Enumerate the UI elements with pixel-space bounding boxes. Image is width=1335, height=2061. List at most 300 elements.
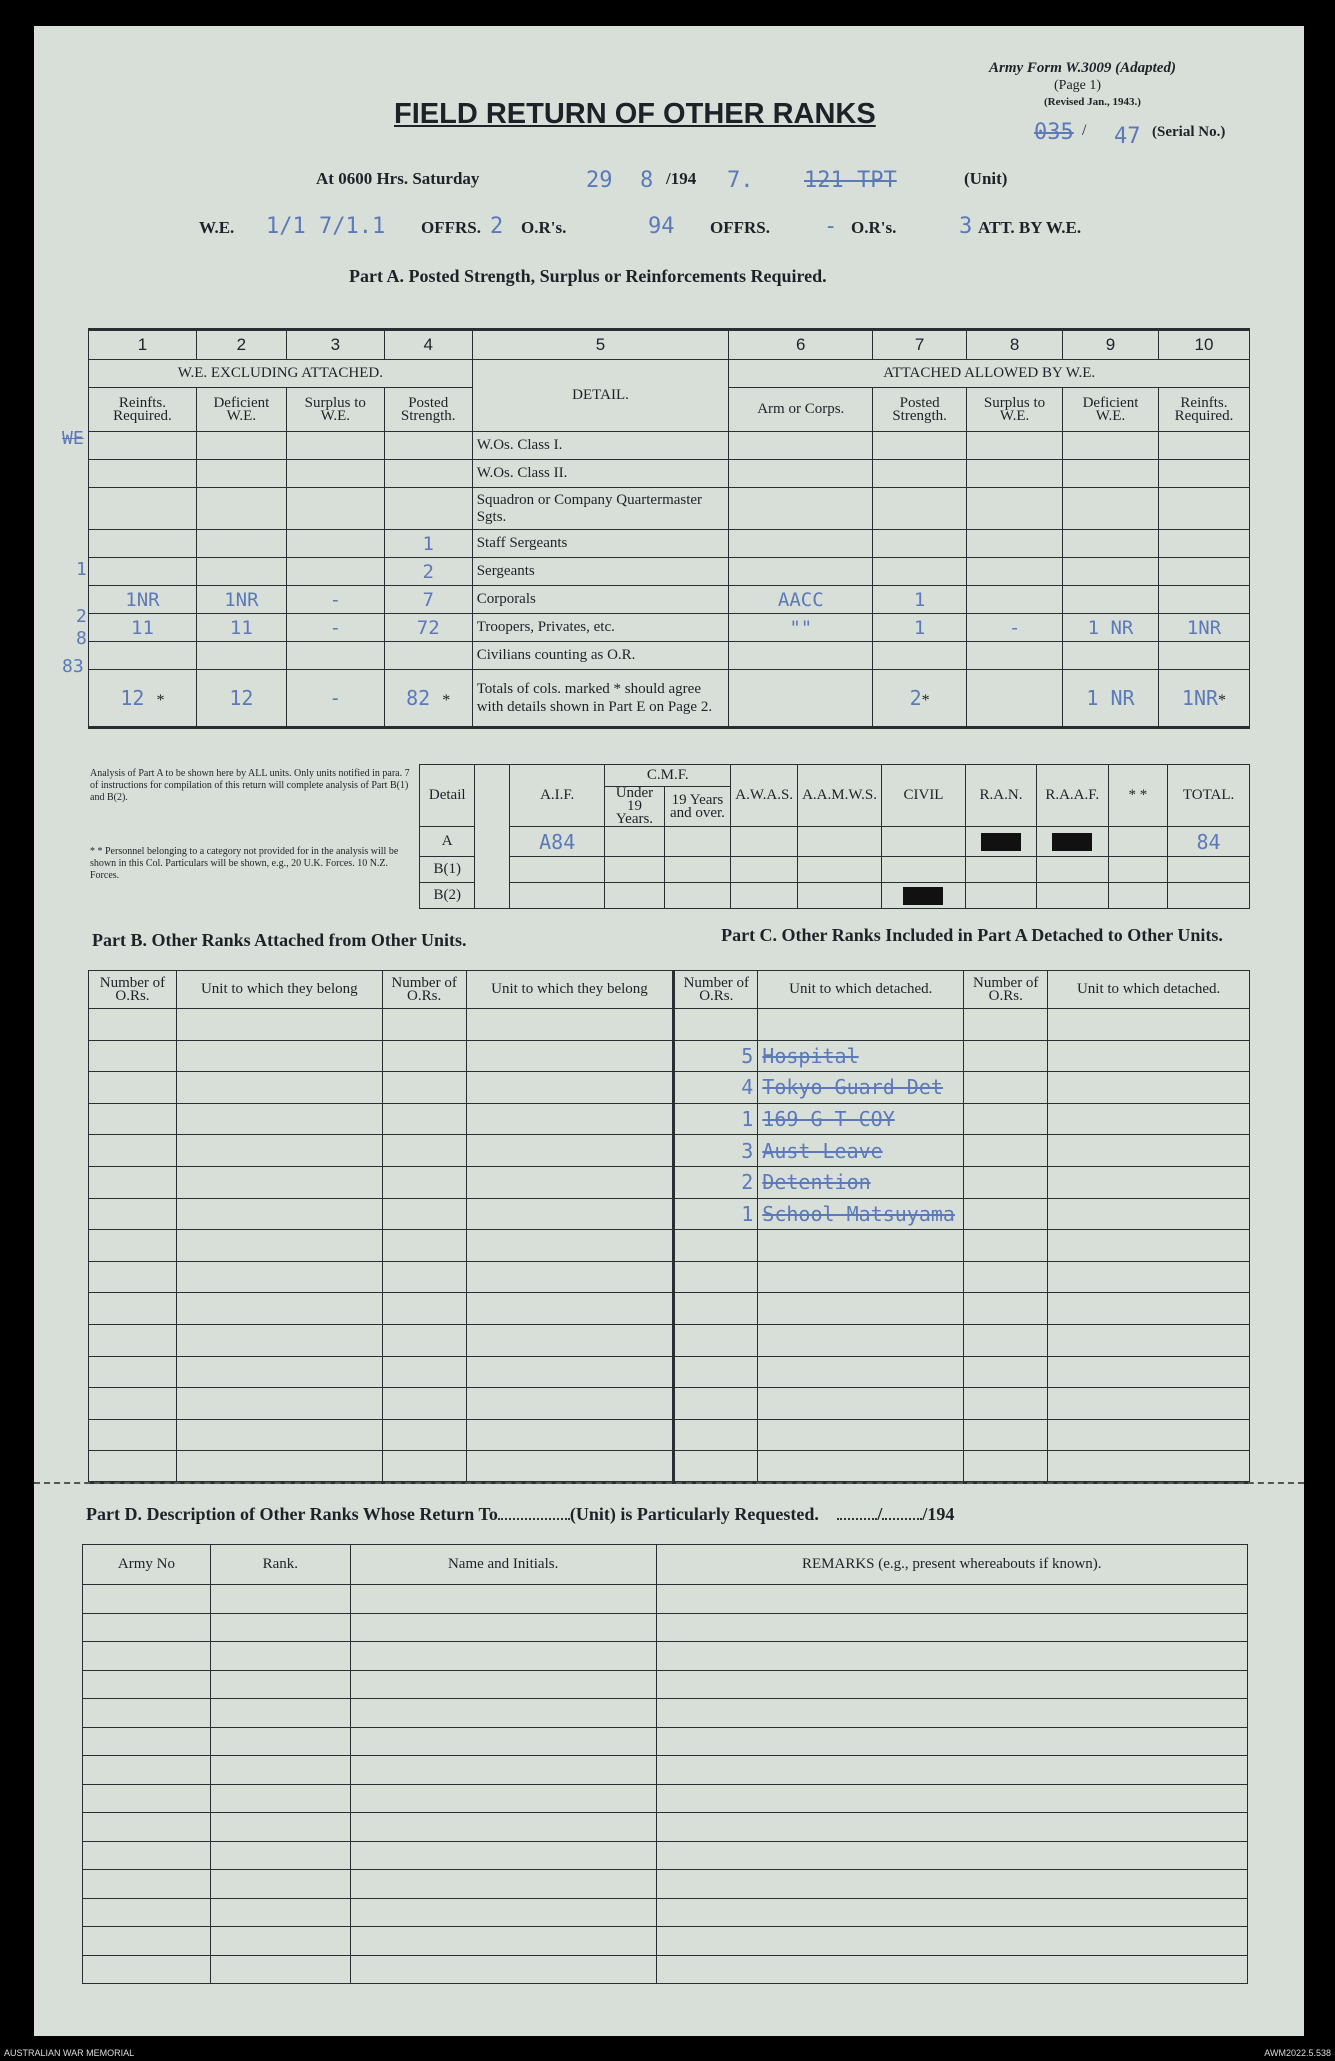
total-reinfts: 12 * xyxy=(89,670,197,728)
part-b-cell xyxy=(176,1009,382,1041)
att-reinfts-cell xyxy=(1158,530,1249,558)
part-c-cell xyxy=(674,1451,758,1483)
serial-label: (Serial No.) xyxy=(1152,124,1226,140)
part-b-num-header: Number of O.Rs. xyxy=(382,971,466,1009)
part-d-cell xyxy=(350,1727,656,1756)
part-d-cell xyxy=(656,1585,1247,1614)
part-b-cell xyxy=(89,1419,177,1451)
detached-count: 2 xyxy=(674,1166,758,1198)
part-b-cell xyxy=(176,1072,382,1104)
part-d-cell xyxy=(656,1756,1247,1785)
name-header: Name and Initials. xyxy=(350,1545,656,1585)
ran-a-redacted xyxy=(966,827,1037,857)
remarks-header: REMARKS (e.g., present whereabouts if known). xyxy=(656,1545,1247,1585)
part-d-cell xyxy=(656,1927,1247,1956)
civil-header: CIVIL xyxy=(881,765,965,827)
form-sheet: Army Form W.3009 (Adapted) (Page 1) (Revised Jan., 1943.) FIELD RETURN OF OTHER RANKS 035 / 47 (Serial No.) At 0600 Hrs. Saturday 29 8 /194 7. 121 TPT (Unit) W.E. 1/1 7/1.1 OFFRS. 2 O.R's. 94 OFFRS. - O.R's. 3 ATT. BY W.E. Part A. Posted Strength, Surplus or Reinforcements Required. 1 2 3 4 5 6 7 8 9 10 W.E. EXCLUDING ATTACHED. DETAIL. ATTACHED ALLOWED BY W.E. Reinfts. Required. Deficient W.E. Surplus to W.E. Posted Strength. Arm or Corps. Posted Strength. Surplus to W.E. Deficient W.E. Reinfts. Required. W.Os. Class I. W.Os. Class II. Squadron or Company Quartermaster Sgts. 1 Staff Sergeants 2 Sergeants 1NR 1NR - 7 Corporals AACC 1 11 11 - 72 Troopers, Privates, etc. "" 1 - 1 NR 1NR Civilians counting as O.R. 12 * 12 - 82 * Totals of cols. marked * should agree with details shown in Part E on Page 2. 2* 1 NR 1NR* WE 1 2 8 83 Analysis of Part A to be shown here by ALL units. Only units notified in para. 7 of instructions for compilation of this return will complete analysis of Part B(1) and B(2). * * Personnel belonging to a category not provided for in the analysis will be shown in this Col. Particulars will be shown, e.g., 20 U.K. Forces. 10 N.Z. Forces. Detail A.I.F. C.M.F. A.W.A.S. A.A.M.W.S. CIVIL R.A.N. R.A.A.F. * * TOTAL. Under 19 Years. 19 Years and over. A A84 84 B(1) B(2) Part B. Other Ranks Attached from Other Units. Part C. Other Ranks Included in Part A Detached to Other Units. Number of O.Rs. Unit to which they belong Number of O.Rs. Unit to which they belong Number of O.Rs. Unit to which detached. Number of O.Rs. Unit to which detached. 5 Hospital 4 Tokyo Guard Det 1 169 G T COY 3 Aust Leave 2 Detention 1 School Matsuyama Part D. Description of Other Ranks Whose Return To (Unit) is Particularly Requested. / /194 Army No Rank. Name and Initials. REMARKS (e.g., present whereabouts if known). xyxy=(34,26,1304,2036)
part-d-cell xyxy=(350,1642,656,1671)
part-b-cell xyxy=(89,1388,177,1420)
att-posted-cell xyxy=(873,460,967,488)
part-d-cell xyxy=(83,1927,211,1956)
part-d-cell xyxy=(350,1813,656,1842)
part-d-cell xyxy=(210,1870,350,1899)
part-b-cell xyxy=(466,1009,674,1041)
part-b-cell xyxy=(382,1166,466,1198)
part-c-cell xyxy=(758,1293,964,1325)
part-b-cell xyxy=(89,1166,177,1198)
part-c-cell xyxy=(1048,1072,1250,1104)
att-posted-header: Posted Strength. xyxy=(873,388,967,432)
date-year-prefix: /194 xyxy=(666,169,697,188)
part-b-unit-header: Unit to which they belong xyxy=(466,971,674,1009)
att-offrs-value: - xyxy=(824,214,838,239)
col-number: 1 xyxy=(89,330,197,360)
part-c-cell xyxy=(1048,1388,1250,1420)
total-posted: 82 * xyxy=(384,670,472,728)
detached-unit: Aust Leave xyxy=(758,1135,964,1167)
part-d-cell xyxy=(350,1841,656,1870)
arm-corps-cell xyxy=(729,530,873,558)
date-day: 29 xyxy=(586,168,613,193)
detached-unit: 169 G T COY xyxy=(758,1103,964,1135)
att-surplus-cell xyxy=(967,530,1063,558)
part-d-cell xyxy=(83,1870,211,1899)
deficient-cell: 11 xyxy=(196,614,286,642)
part-b-cell xyxy=(89,1261,177,1293)
total-deficient: 12 xyxy=(196,670,286,728)
part-d-cell xyxy=(83,1670,211,1699)
analysis-note-2: * * Personnel belonging to a category not provided for in the analysis will be shown in this Col. Particulars will be shown, e.g., 20 U.K. Forces. 10 N.Z. Forces. xyxy=(90,846,399,881)
part-b-cell xyxy=(382,1419,466,1451)
part-a-table xyxy=(88,328,1250,729)
part-d-cell xyxy=(210,1898,350,1927)
part-b-cell xyxy=(89,1230,177,1262)
att-deficient-cell xyxy=(1063,586,1159,614)
part-d-cell xyxy=(210,1813,350,1842)
part-b-cell xyxy=(466,1103,674,1135)
detached-unit: School Matsuyama xyxy=(758,1198,964,1230)
cmf-header: C.M.F. xyxy=(605,765,731,787)
deficient-cell xyxy=(196,642,286,670)
part-b-cell xyxy=(176,1293,382,1325)
part-c-cell xyxy=(1048,1198,1250,1230)
col-number: 2 xyxy=(196,330,286,360)
posted-header: Posted Strength. xyxy=(384,388,472,432)
part-b-cell xyxy=(466,1356,674,1388)
arm-corps-cell xyxy=(729,432,873,460)
part-c-cell xyxy=(964,1324,1048,1356)
totals-detail: Totals of cols. marked * should agree with details shown in Part E on Page 2. xyxy=(472,670,729,728)
surplus-cell xyxy=(286,530,384,558)
part-b-cell xyxy=(466,1388,674,1420)
group-header-left: W.E. EXCLUDING ATTACHED. xyxy=(89,360,473,388)
part-d-cell xyxy=(350,1613,656,1642)
part-c-cell xyxy=(674,1388,758,1420)
posted-cell: 7 xyxy=(384,586,472,614)
margin-note: 2 xyxy=(76,606,87,627)
part-c-cell xyxy=(758,1261,964,1293)
detached-unit: Detention xyxy=(758,1166,964,1198)
att-posted-cell xyxy=(873,530,967,558)
part-b-cell xyxy=(176,1135,382,1167)
part-b-cell xyxy=(89,1356,177,1388)
part-d-cell xyxy=(83,1699,211,1728)
part-d-cell xyxy=(210,1927,350,1956)
part-b-cell xyxy=(176,1103,382,1135)
part-c-cell xyxy=(1048,1293,1250,1325)
deficient-cell xyxy=(196,558,286,586)
part-c-cell xyxy=(674,1230,758,1262)
part-b-cell xyxy=(176,1451,382,1483)
part-d-cell xyxy=(210,1756,350,1785)
analysis-detail-header: Detail xyxy=(420,765,475,827)
part-d-cell xyxy=(656,1784,1247,1813)
arm-corps-cell: AACC xyxy=(729,586,873,614)
col-number: 6 xyxy=(729,330,873,360)
att-deficient-cell xyxy=(1063,488,1159,530)
posted-cell xyxy=(384,642,472,670)
detail-cell: Squadron or Company Quartermaster Sgts. xyxy=(472,488,729,530)
part-c-cell xyxy=(758,1009,964,1041)
att-offrs-label: OFFRS. xyxy=(710,218,770,237)
analysis-row-b1: B(1) xyxy=(420,857,475,883)
part-d-cell xyxy=(350,1927,656,1956)
att-posted-cell xyxy=(873,488,967,530)
att-reinfts-cell xyxy=(1158,432,1249,460)
part-c-cell xyxy=(1048,1419,1250,1451)
part-c-cell xyxy=(964,1230,1048,1262)
att-deficient-cell xyxy=(1063,460,1159,488)
date-month: 8 xyxy=(640,168,654,193)
detached-count: 5 xyxy=(674,1040,758,1072)
detail-cell: W.Os. Class II. xyxy=(472,460,729,488)
part-d-cell xyxy=(210,1585,350,1614)
ors-value: 94 xyxy=(648,214,675,239)
part-d-cell xyxy=(210,1699,350,1728)
part-d-cell xyxy=(83,1813,211,1842)
part-d-cell xyxy=(656,1955,1247,1984)
part-c-cell xyxy=(1048,1166,1250,1198)
part-b-cell xyxy=(382,1451,466,1483)
group-header-right: ATTACHED ALLOWED BY W.E. xyxy=(729,360,1250,388)
att-deficient-cell xyxy=(1063,558,1159,586)
form-id: Army Form W.3009 (Adapted) xyxy=(989,60,1176,76)
att-posted-cell xyxy=(873,558,967,586)
part-b-cell xyxy=(382,1324,466,1356)
part-b-title: Part B. Other Ranks Attached from Other Units. xyxy=(92,930,467,950)
analysis-note: Analysis of Part A to be shown here by ALL units. Only units notified in para. 7 of instructions for compilation of this return will complete analysis of Part B(1) and B(2). xyxy=(90,768,410,803)
serial-a: 035 xyxy=(1034,120,1074,145)
deficient-cell xyxy=(196,460,286,488)
part-c-cell xyxy=(674,1293,758,1325)
part-c-cell xyxy=(964,1009,1048,1041)
part-b-cell xyxy=(466,1451,674,1483)
detail-cell: Staff Sergeants xyxy=(472,530,729,558)
part-d-cell xyxy=(350,1699,656,1728)
surplus-cell xyxy=(286,642,384,670)
part-d-cell xyxy=(83,1613,211,1642)
surplus-cell: - xyxy=(286,586,384,614)
part-b-cell xyxy=(382,1009,466,1041)
unit-label: (Unit) xyxy=(964,169,1008,188)
att-posted-cell xyxy=(873,642,967,670)
part-b-cell xyxy=(382,1356,466,1388)
unit-value: 121 TPT xyxy=(804,168,897,193)
part-c-cell xyxy=(1048,1103,1250,1135)
analysis-spacer xyxy=(475,765,510,909)
part-b-cell xyxy=(382,1198,466,1230)
part-d-cell xyxy=(656,1727,1247,1756)
margin-note: WE xyxy=(62,428,84,449)
part-c-cell xyxy=(1048,1356,1250,1388)
part-d-cell xyxy=(656,1699,1247,1728)
ors-label: O.R's. xyxy=(521,218,567,237)
part-b-cell xyxy=(466,1040,674,1072)
part-b-cell xyxy=(89,1451,177,1483)
part-c-cell xyxy=(964,1040,1048,1072)
surplus-cell xyxy=(286,558,384,586)
total-header: TOTAL. xyxy=(1168,765,1250,827)
part-b-num-header: Number of O.Rs. xyxy=(89,971,177,1009)
part-b-cell xyxy=(466,1261,674,1293)
form-title: FIELD RETURN OF OTHER RANKS xyxy=(394,98,876,130)
col-number: 8 xyxy=(967,330,1063,360)
total-a-value: 84 xyxy=(1168,827,1250,857)
part-c-cell xyxy=(1048,1040,1250,1072)
other-header: * * xyxy=(1108,765,1168,827)
part-d-cell xyxy=(350,1756,656,1785)
army-no-header: Army No xyxy=(83,1545,211,1585)
total-att-reinfts: 1NR* xyxy=(1158,670,1249,728)
att-surplus-header: Surplus to W.E. xyxy=(967,388,1063,432)
part-b-cell xyxy=(89,1072,177,1104)
detail-cell: W.Os. Class I. xyxy=(472,432,729,460)
part-b-cell xyxy=(89,1135,177,1167)
part-d-cell xyxy=(83,1955,211,1984)
att-reinfts-cell xyxy=(1158,558,1249,586)
part-d-cell xyxy=(83,1727,211,1756)
part-d-cell xyxy=(83,1898,211,1927)
part-d-cell xyxy=(656,1870,1247,1899)
total-att-deficient: 1 NR xyxy=(1063,670,1159,728)
att-deficient-cell xyxy=(1063,530,1159,558)
part-b-cell xyxy=(176,1230,382,1262)
time-day-label: At 0600 Hrs. Saturday xyxy=(316,169,480,188)
part-d-cell xyxy=(350,1585,656,1614)
detail-cell: Sergeants xyxy=(472,558,729,586)
aamws-header: A.A.M.W.S. xyxy=(798,765,882,827)
part-d-cell xyxy=(656,1613,1247,1642)
part-b-cell xyxy=(382,1293,466,1325)
arm-corps-cell xyxy=(729,642,873,670)
arm-corps-cell xyxy=(729,460,873,488)
margin-note: 1 xyxy=(76,559,87,580)
part-d-cell xyxy=(350,1870,656,1899)
part-b-cell xyxy=(382,1230,466,1262)
detail-cell: Troopers, Privates, etc. xyxy=(472,614,729,642)
part-c-cell xyxy=(964,1293,1048,1325)
surplus-cell xyxy=(286,460,384,488)
part-b-cell xyxy=(466,1166,674,1198)
part-c-cell xyxy=(758,1419,964,1451)
part-b-cell xyxy=(176,1261,382,1293)
part-b-cell xyxy=(466,1072,674,1104)
att-surplus-cell: - xyxy=(967,614,1063,642)
col-number: 3 xyxy=(286,330,384,360)
part-b-cell xyxy=(176,1324,382,1356)
att-deficient-cell: 1 NR xyxy=(1063,614,1159,642)
part-c-cell xyxy=(758,1388,964,1420)
posted-cell: 72 xyxy=(384,614,472,642)
aif-header: A.I.F. xyxy=(510,765,605,827)
part-c-cell xyxy=(964,1419,1048,1451)
att-reinfts-cell xyxy=(1158,642,1249,670)
part-b-cell xyxy=(176,1166,382,1198)
raaf-header: R.A.A.F. xyxy=(1036,765,1108,827)
part-d-cell xyxy=(350,1784,656,1813)
arm-corps-header: Arm or Corps. xyxy=(729,388,873,432)
raaf-a-redacted xyxy=(1036,827,1108,857)
part-d-cell xyxy=(83,1642,211,1671)
part-c-cell xyxy=(964,1135,1048,1167)
we-value: 1/1 7/1.1 xyxy=(266,214,386,239)
analysis-row-b2: B(2) xyxy=(420,883,475,909)
part-b-cell xyxy=(89,1103,177,1135)
detached-unit: Tokyo Guard Det xyxy=(758,1072,964,1104)
part-b-cell xyxy=(176,1419,382,1451)
part-b-cell xyxy=(382,1072,466,1104)
part-d-cell xyxy=(656,1642,1247,1671)
part-c-cell xyxy=(1048,1324,1250,1356)
total-surplus: - xyxy=(286,670,384,728)
part-c-unit-header: Unit to which detached. xyxy=(1048,971,1250,1009)
part-c-cell xyxy=(964,1451,1048,1483)
part-b-cell xyxy=(89,1293,177,1325)
total-att-posted: 2* xyxy=(873,670,967,728)
part-d-cell xyxy=(83,1756,211,1785)
att-surplus-cell xyxy=(967,432,1063,460)
att-reinfts-cell: 1NR xyxy=(1158,614,1249,642)
reinfts-cell xyxy=(89,460,197,488)
att-surplus-cell xyxy=(967,558,1063,586)
part-c-cell xyxy=(674,1009,758,1041)
analysis-row-a: A xyxy=(420,827,475,857)
margin-note: 8 xyxy=(76,628,87,649)
part-d-cell xyxy=(210,1841,350,1870)
part-d-cell xyxy=(656,1841,1247,1870)
part-d-cell xyxy=(83,1784,211,1813)
part-c-cell xyxy=(758,1356,964,1388)
part-b-cell xyxy=(382,1135,466,1167)
posted-cell xyxy=(384,460,472,488)
offrs-label: OFFRS. xyxy=(421,218,481,237)
part-c-cell xyxy=(758,1324,964,1356)
part-c-cell xyxy=(964,1388,1048,1420)
reinfts-cell: 11 xyxy=(89,614,197,642)
col-number: 7 xyxy=(873,330,967,360)
att-deficient-cell xyxy=(1063,642,1159,670)
reinfts-cell: 1NR xyxy=(89,586,197,614)
part-c-cell xyxy=(964,1072,1048,1104)
reinfts-cell xyxy=(89,530,197,558)
part-c-cell xyxy=(1048,1230,1250,1262)
part-b-cell xyxy=(466,1198,674,1230)
arm-corps-cell: "" xyxy=(729,614,873,642)
part-b-cell xyxy=(382,1103,466,1135)
att-reinfts-cell xyxy=(1158,488,1249,530)
part-c-cell xyxy=(964,1198,1048,1230)
part-d-cell xyxy=(350,1955,656,1984)
part-c-cell xyxy=(1048,1451,1250,1483)
att-surplus-cell xyxy=(967,586,1063,614)
footer-left: AUSTRALIAN WAR MEMORIAL xyxy=(4,2048,135,2058)
deficient-cell xyxy=(196,432,286,460)
surplus-cell: - xyxy=(286,614,384,642)
detail-cell: Corporals xyxy=(472,586,729,614)
part-b-cell xyxy=(89,1009,177,1041)
part-d-cell xyxy=(210,1670,350,1699)
we-label: W.E. xyxy=(199,218,235,237)
part-b-cell xyxy=(176,1040,382,1072)
part-b-cell xyxy=(176,1356,382,1388)
detached-count: 4 xyxy=(674,1072,758,1104)
part-d-cell xyxy=(210,1784,350,1813)
reinfts-cell xyxy=(89,488,197,530)
part-c-cell xyxy=(674,1419,758,1451)
serial-b: 47 xyxy=(1114,124,1141,149)
att-posted-cell xyxy=(873,432,967,460)
detail-cell: Civilians counting as O.R. xyxy=(472,642,729,670)
col-number: 5 xyxy=(472,330,729,360)
part-d-cell xyxy=(656,1670,1247,1699)
part-b-cell xyxy=(382,1388,466,1420)
reinfts-cell xyxy=(89,558,197,586)
att-posted-cell: 1 xyxy=(873,586,967,614)
part-d-table xyxy=(82,1544,1248,1984)
part-d-cell xyxy=(210,1955,350,1984)
aif-a-value: A84 xyxy=(510,827,605,857)
part-c-title: Part C. Other Ranks Included in Part A Detached to Other Units. xyxy=(721,925,1223,945)
awas-header: A.W.A.S. xyxy=(731,765,798,827)
margin-note: 83 xyxy=(62,656,84,677)
surplus-header: Surplus to W.E. xyxy=(286,388,384,432)
surplus-cell xyxy=(286,432,384,460)
att-reinfts-header: Reinfts. Required. xyxy=(1158,388,1249,432)
part-d-cell xyxy=(83,1841,211,1870)
part-b-cell xyxy=(176,1388,382,1420)
part-b-cell xyxy=(89,1324,177,1356)
part-d-cell xyxy=(656,1813,1247,1842)
detached-unit: Hospital xyxy=(758,1040,964,1072)
detached-count: 3 xyxy=(674,1135,758,1167)
att-by-we-label: ATT. BY W.E. xyxy=(978,218,1082,237)
reinfts-cell xyxy=(89,642,197,670)
part-b-cell xyxy=(466,1419,674,1451)
part-d-cell xyxy=(350,1898,656,1927)
reinfts-cell xyxy=(89,432,197,460)
form-revised: (Revised Jan., 1943.) xyxy=(1044,96,1141,108)
arm-corps-cell xyxy=(729,558,873,586)
part-d-cell xyxy=(210,1642,350,1671)
att-ors-value: 3 xyxy=(959,214,973,239)
att-surplus-cell xyxy=(967,642,1063,670)
part-c-cell xyxy=(674,1261,758,1293)
part-b-cell xyxy=(466,1324,674,1356)
att-reinfts-cell xyxy=(1158,586,1249,614)
part-bc-table xyxy=(88,970,1250,1484)
part-c-cell xyxy=(964,1166,1048,1198)
offrs-value: 2 xyxy=(490,214,504,239)
